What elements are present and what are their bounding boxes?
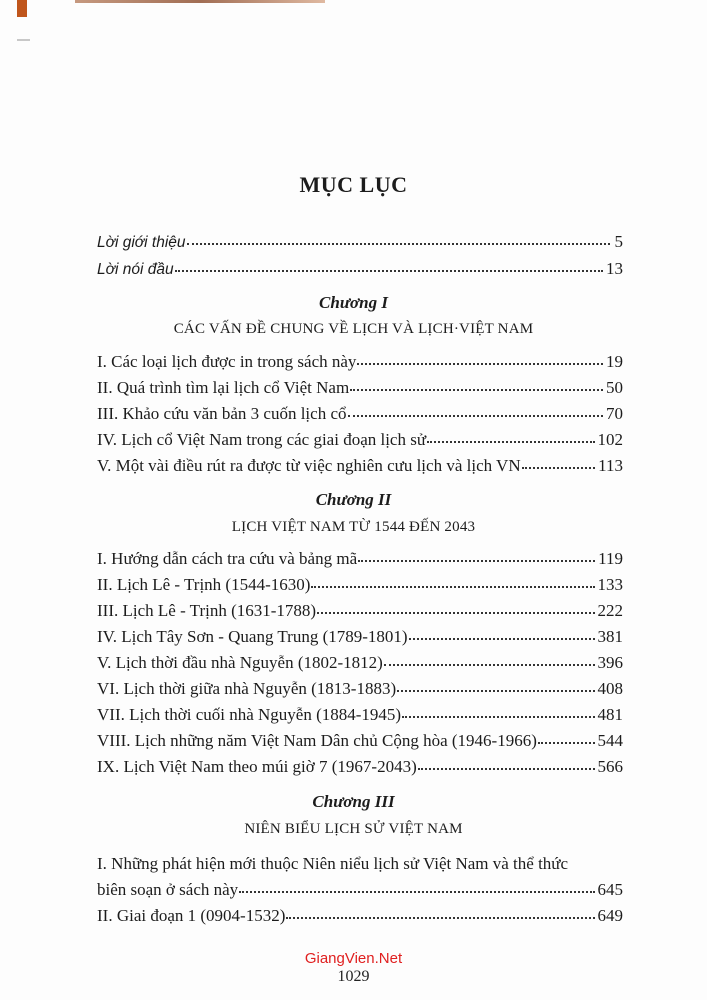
chapter-1-label: Chương I xyxy=(319,293,388,312)
entry-label: Lời giới thiệu xyxy=(97,234,186,251)
dot-leader xyxy=(384,663,595,666)
dot-leader xyxy=(239,890,594,893)
dot-leader xyxy=(350,388,603,391)
entry-label: II. Lịch Lê - Trịnh (1544-1630) xyxy=(97,575,311,594)
entry-label: IV. Lịch cổ Việt Nam trong các giai đoạn lịch sử xyxy=(97,430,427,449)
entry-page: 70 xyxy=(606,404,623,423)
dot-leader xyxy=(175,269,603,272)
entry-label: V. Một vài điều rút ra được từ việc nghiên cưu lịch và lịch VN xyxy=(97,456,521,475)
toc-entry[interactable] xyxy=(97,880,623,904)
toc-entry[interactable] xyxy=(97,627,623,651)
dot-leader xyxy=(409,637,595,640)
dot-leader xyxy=(418,767,595,770)
dot-leader xyxy=(348,414,604,417)
entry-label: I. Hướng dẫn cách tra cứu và bảng mã xyxy=(97,549,358,568)
entry-page: 19 xyxy=(606,352,623,371)
toc-entry[interactable] xyxy=(97,705,623,729)
toc-entry[interactable] xyxy=(97,679,623,703)
entry-label: V. Lịch thời đầu nhà Nguyễn (1802-1812) xyxy=(97,653,383,672)
toc-entry-introduction[interactable] xyxy=(97,232,623,256)
chapter-2-label: Chương II xyxy=(315,490,392,509)
toc-entry-line1[interactable] xyxy=(97,854,623,878)
entry-label: I. Các loại lịch được in trong sách này xyxy=(97,352,357,371)
toc-entry[interactable] xyxy=(97,378,623,402)
entry-page: 566 xyxy=(597,757,623,776)
toc-entry[interactable] xyxy=(97,430,623,454)
entry-page: 222 xyxy=(597,601,623,620)
chapter-3-title: NIÊN BIỂU LỊCH SỬ VIỆT NAM xyxy=(244,821,463,837)
entry-page: 649 xyxy=(597,906,623,925)
dot-leader xyxy=(358,559,595,562)
toc-entry[interactable] xyxy=(97,757,623,781)
dot-leader xyxy=(286,916,594,919)
entry-label: III. Khảo cứu văn bản 3 cuốn lịch cổ xyxy=(97,404,347,423)
entry-label: II. Quá trình tìm lại lịch cổ Việt Nam xyxy=(97,378,350,397)
entry-page: 408 xyxy=(597,679,623,698)
toc-entry[interactable] xyxy=(97,404,623,428)
chapter-3-label: Chương III xyxy=(312,792,395,811)
toc-entry[interactable] xyxy=(97,456,623,480)
entry-page: 50 xyxy=(606,378,623,397)
toc-entry[interactable] xyxy=(97,601,623,625)
entry-page: 396 xyxy=(597,653,623,672)
watermark: GiangVien.Net xyxy=(304,950,403,967)
toc-title: MỤC LỤC xyxy=(299,172,408,197)
entry-label: biên soạn ở sách này xyxy=(97,880,239,899)
page-number: 1029 xyxy=(337,968,370,985)
toc-entry[interactable] xyxy=(97,653,623,677)
entry-page: 13 xyxy=(606,259,623,278)
toc-entry[interactable] xyxy=(97,352,623,376)
toc-entry[interactable] xyxy=(97,906,623,930)
chapter-2-title: LỊCH VIỆT NAM TỪ 1544 ĐẾN 2043 xyxy=(231,519,476,535)
page-top-edge xyxy=(75,0,325,3)
entry-page: 544 xyxy=(597,731,623,750)
entry-label: III. Lịch Lê - Trịnh (1631-1788) xyxy=(97,601,317,620)
toc-entry[interactable] xyxy=(97,549,623,573)
entry-page: 481 xyxy=(597,705,623,724)
dot-leader xyxy=(402,715,594,718)
entry-label: II. Giai đoạn 1 (0904-1532) xyxy=(97,906,286,925)
entry-label: IV. Lịch Tây Sơn - Quang Trung (1789-1801) xyxy=(97,627,408,646)
entry-page: 119 xyxy=(598,549,623,568)
entry-label: Lời nói đầu xyxy=(97,261,174,278)
toc-entry-preface[interactable] xyxy=(97,259,623,283)
dot-leader xyxy=(538,741,595,744)
toc-entry[interactable] xyxy=(97,575,623,599)
page-corner-tab xyxy=(17,0,27,17)
entry-label: VI. Lịch thời giữa nhà Nguyễn (1813-1883) xyxy=(97,679,397,698)
entry-label: IX. Lịch Việt Nam theo múi giờ 7 (1967-2043) xyxy=(97,757,417,776)
entry-page: 133 xyxy=(597,575,623,594)
entry-page: 113 xyxy=(598,456,623,475)
entry-page: 645 xyxy=(597,880,623,899)
entry-label-line1: I. Những phát hiện mới thuộc Niên niểu lịch sử Việt Nam và thể thức xyxy=(97,854,569,873)
dot-leader xyxy=(311,585,594,588)
dot-leader xyxy=(187,242,610,245)
entry-label: VIII. Lịch những năm Việt Nam Dân chủ Cộng hòa (1946-1966) xyxy=(97,731,537,750)
entry-label: VII. Lịch thời cuối nhà Nguyễn (1884-1945) xyxy=(97,705,402,724)
entry-page: 381 xyxy=(597,627,623,646)
chapter-1-title: CÁC VẤN ĐỀ CHUNG VỀ LỊCH VÀ LỊCH·VIỆT NAM xyxy=(173,321,534,337)
page-corner-mark xyxy=(17,39,30,41)
dot-leader xyxy=(397,689,594,692)
dot-leader xyxy=(317,611,594,614)
dot-leader xyxy=(427,440,594,443)
dot-leader xyxy=(357,362,603,365)
entry-page: 102 xyxy=(597,430,623,449)
entry-page: 5 xyxy=(614,232,623,251)
dot-leader xyxy=(522,466,596,469)
toc-entry[interactable] xyxy=(97,731,623,755)
